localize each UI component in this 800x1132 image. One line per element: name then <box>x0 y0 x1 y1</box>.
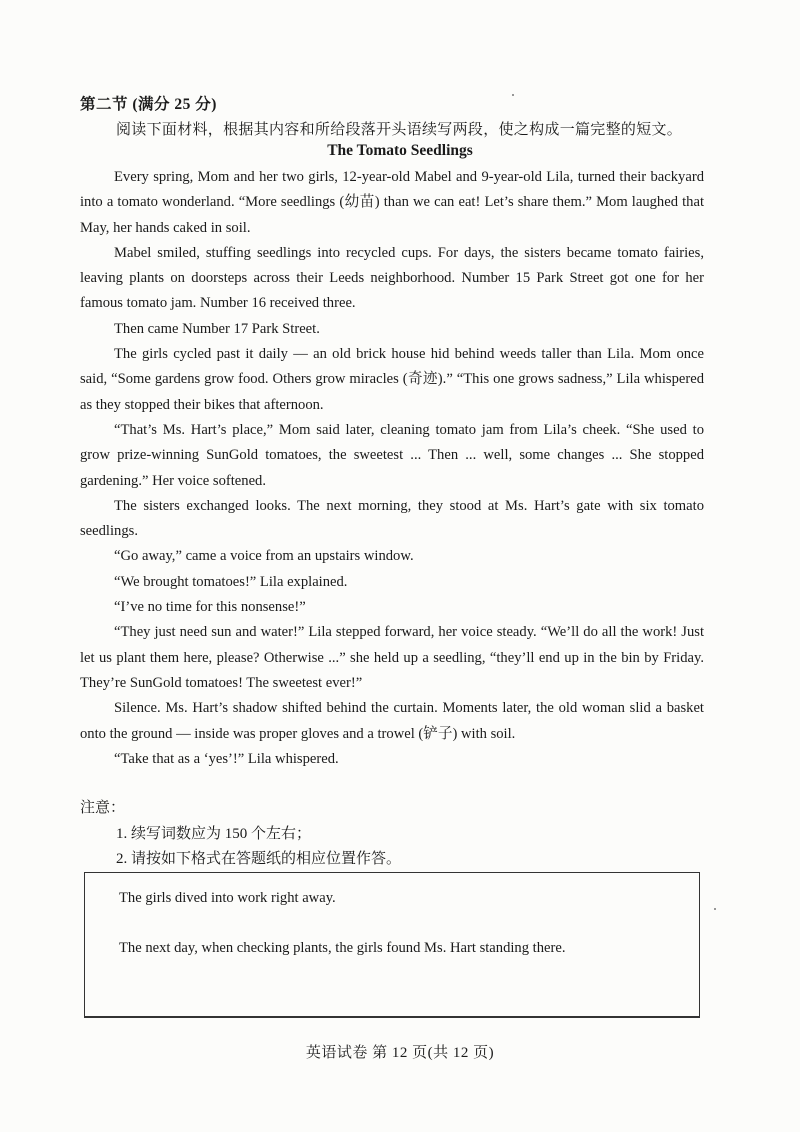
story-paragraph: Silence. Ms. Hart’s shadow shifted behind the curtain. Moments later, the old woman slid a basket onto the ground — inside was proper gloves and a trowel (铲子) with soil. <box>80 700 704 742</box>
story-paragraph: “Go away,” came a voice from an upstairs window. <box>114 548 414 565</box>
story-body <box>80 165 704 772</box>
section-heading: 第二节 (满分 25 分) <box>80 96 217 113</box>
story-paragraph: Mabel smiled, stuffing seedlings into recycled cups. For days, the sisters became tomato fairies, leaving plants on doorsteps across their Leeds neighborhood. Number 15 Park Street got one for her famous tomato jam. Number 16 received three. <box>80 244 704 312</box>
answer-opening-line-1: The girls dived into work right away. <box>119 890 336 906</box>
scan-speck <box>714 908 716 910</box>
story-paragraph: The sisters exchanged looks. The next morning, they stood at Ms. Hart’s gate with six tomato seedlings. <box>80 497 704 540</box>
story-paragraph: “We brought tomatoes!” Lila explained. <box>114 573 348 590</box>
note-item: 1. 续写词数应为 150 个左右； <box>116 826 312 842</box>
story-paragraph: Then came Number 17 Park Street. <box>114 320 320 337</box>
story-paragraph: “Take that as a ‘yes’!” Lila whispered. <box>114 750 339 767</box>
scan-speck <box>512 94 514 96</box>
story-paragraph: Every spring, Mom and her two girls, 12-year-old Mabel and 9-year-old Lila, turned their backyard into a tomato wonderland. “More seedlings (幼苗) than we can eat! Let’s share them.” Mom laughed that May, her hands caked in soil. <box>80 169 704 236</box>
answer-opening-line-2: The next day, when checking plants, the girls found Ms. Hart standing there. <box>119 940 566 956</box>
story-title: The Tomato Seedlings <box>327 142 473 159</box>
page-footer: 英语试卷 第 12 页(共 12 页) <box>305 1045 495 1061</box>
story-paragraph: The girls cycled past it daily — an old brick house hid behind weeds taller than Lila. Mom once said, “Some gardens grow food. Others grow miracles (奇迹).” “This one grows sadness,” Lila whispered as they stopped their bikes that afternoon. <box>80 346 704 413</box>
answer-box <box>84 872 700 1018</box>
story-paragraph: “I’ve no time for this nonsense!” <box>114 599 306 616</box>
note-item: 2. 请按如下格式在答题纸的相应位置作答。 <box>116 851 402 867</box>
instruction-text: 阅读下面材料，根据其内容和所给段落开头语续写两段，使之构成一篇完整的短文。 <box>116 122 683 138</box>
notes-heading: 注意： <box>80 800 126 816</box>
story-paragraph: “They just need sun and water!” Lila stepped forward, her voice steady. “We’ll do all the work! Just let us plant them here, please? Otherwise ...” she held up a seedling, “they’ll end up in the bin by Friday. They’re SunGold tomatoes! The sweetest ever!” <box>80 624 704 691</box>
story-paragraph: “That’s Ms. Hart’s place,” Mom said later, cleaning tomato jam from Lila’s cheek. “She used to grow prize-winning SunGold tomatoes, the sweetest ... Then ... well, some changes ... She stopped gardening.” Her voice softened. <box>80 421 704 489</box>
